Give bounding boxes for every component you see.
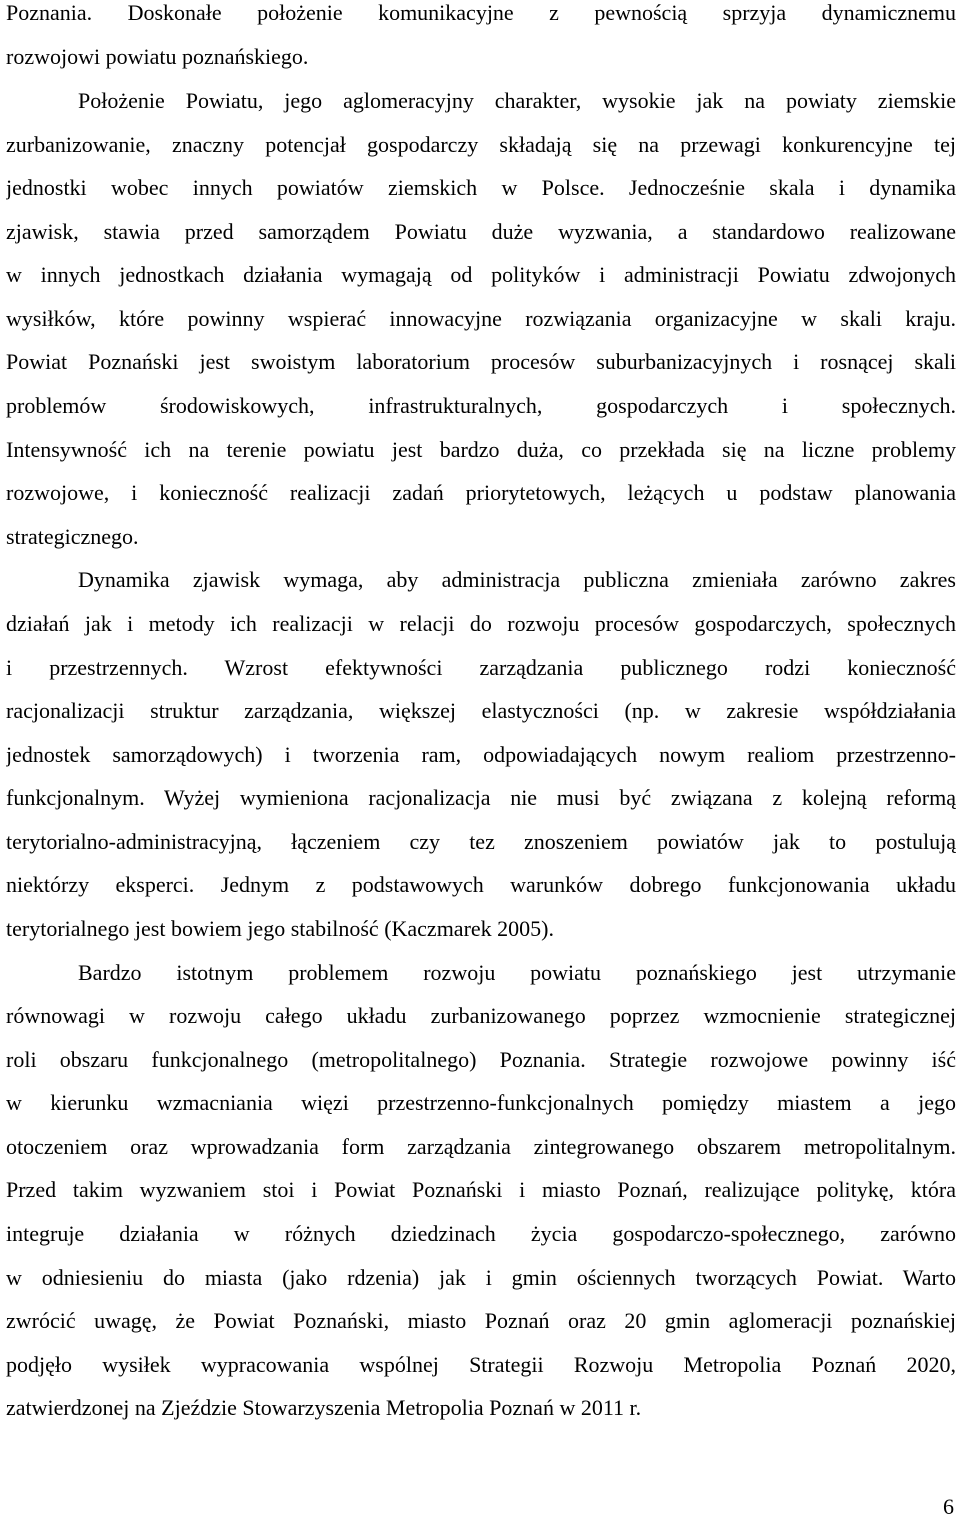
text-line: w odniesieniu do miasta (jako rdzenia) jak i gmin ościennych tworzących Powiat. Warto <box>6 1265 956 1290</box>
text-line: otoczeniem oraz wprowadzania form zarządzania zintegrowanego obszarem metropolitalnym. <box>6 1134 956 1159</box>
text-line: podjęło wysiłek wypracowania wspólnej Strategii Rozwoju Metropolia Poznań 2020, <box>6 1352 956 1377</box>
text-line: Intensywność ich na terenie powiatu jest bardzo duża, co przekłada się na liczne problemy <box>6 437 956 462</box>
text-line: równowagi w rozwoju całego układu zurbanizowanego poprzez wzmocnienie strategicznej <box>6 1003 956 1028</box>
text-line: Dynamika zjawisk wymaga, aby administracja publiczna zmieniała zarówno zakres <box>78 567 956 592</box>
text-line: w innych jednostkach działania wymagają od polityków i administracji Powiatu zdwojonych <box>6 262 956 287</box>
text-line: i przestrzennych. Wzrost efektywności zarządzania publicznego rodzi konieczność <box>6 655 956 680</box>
text-line: Bardzo istotnym problemem rozwoju powiatu poznańskiego jest utrzymanie <box>78 960 956 985</box>
text-line: zwrócić uwagę, że Powiat Poznański, miasto Poznań oraz 20 gmin aglomeracji poznańskiej <box>6 1308 956 1333</box>
text-line: wysiłków, które powinny wspierać innowacyjne rozwiązania organizacyjne w skali kraju. <box>6 306 956 331</box>
text-line: jednostki wobec innych powiatów ziemskich w Polsce. Jednocześnie skala i dynamika <box>6 175 956 200</box>
text-line: rozwojowi powiatu poznańskiego. <box>6 44 309 69</box>
text-line: problemów środowiskowych, infrastrukturalnych, gospodarczych i społecznych. <box>6 393 956 418</box>
text-line: niektórzy eksperci. Jednym z podstawowych warunków dobrego funkcjonowania układu <box>6 872 956 897</box>
text-line: zjawisk, stawia przed samorządem Powiatu duże wyzwania, a standardowo realizowane <box>6 219 956 244</box>
text-line: jednostek samorządowych) i tworzenia ram, odpowiadających nowym realiom przestrzenno- <box>6 742 956 767</box>
text-line: zatwierdzonej na Zjeździe Stowarzyszenia Metropolia Poznań w 2011 r. <box>6 1395 642 1420</box>
page-number: 6 <box>943 1494 954 1519</box>
text-line: funkcjonalnym. Wyżej wymieniona racjonalizacja nie musi być związana z kolejną reformą <box>6 785 956 810</box>
text-line: zurbanizowanie, znaczny potencjał gospodarczy składają się na przewagi konkurencyjne tej <box>6 132 956 157</box>
text-line: rozwojowe, i konieczność realizacji zadań priorytetowych, leżących u podstaw planowania <box>6 480 956 505</box>
text-line: Powiat Poznański jest swoistym laboratorium procesów suburbanizacyjnych i rosnącej skali <box>6 349 956 374</box>
text-line: Przed takim wyzwaniem stoi i Powiat Poznański i miasto Poznań, realizujące politykę, która <box>6 1177 956 1202</box>
text-line: terytorialnego jest bowiem jego stabilność (Kaczmarek 2005). <box>6 916 554 941</box>
text-line: roli obszaru funkcjonalnego (metropolitalnego) Poznania. Strategie rozwojowe powinny iść <box>6 1047 956 1072</box>
text-line: racjonalizacji struktur zarządzania, większej elastyczności (np. w zakresie współdziałania <box>6 698 956 723</box>
text-line: strategicznego. <box>6 524 139 549</box>
text-line: Położenie Powiatu, jego aglomeracyjny charakter, wysokie jak na powiaty ziemskie <box>78 88 956 113</box>
text-line: w kierunku wzmacniania więzi przestrzenno-funkcjonalnych pomiędzy miastem a jego <box>6 1090 956 1115</box>
text-line: integruje działania w różnych dziedzinach życia gospodarczo-społecznego, zarówno <box>6 1221 956 1246</box>
text-line: terytorialno-administracyjną, łączeniem czy tez znoszeniem powiatów jak to postulują <box>6 829 956 854</box>
text-line: Poznania. Doskonałe położenie komunikacyjne z pewnością sprzyja dynamicznemu <box>6 0 956 25</box>
text-line: działań jak i metody ich realizacji w relacji do rozwoju procesów gospodarczych, społecznych <box>6 611 956 636</box>
